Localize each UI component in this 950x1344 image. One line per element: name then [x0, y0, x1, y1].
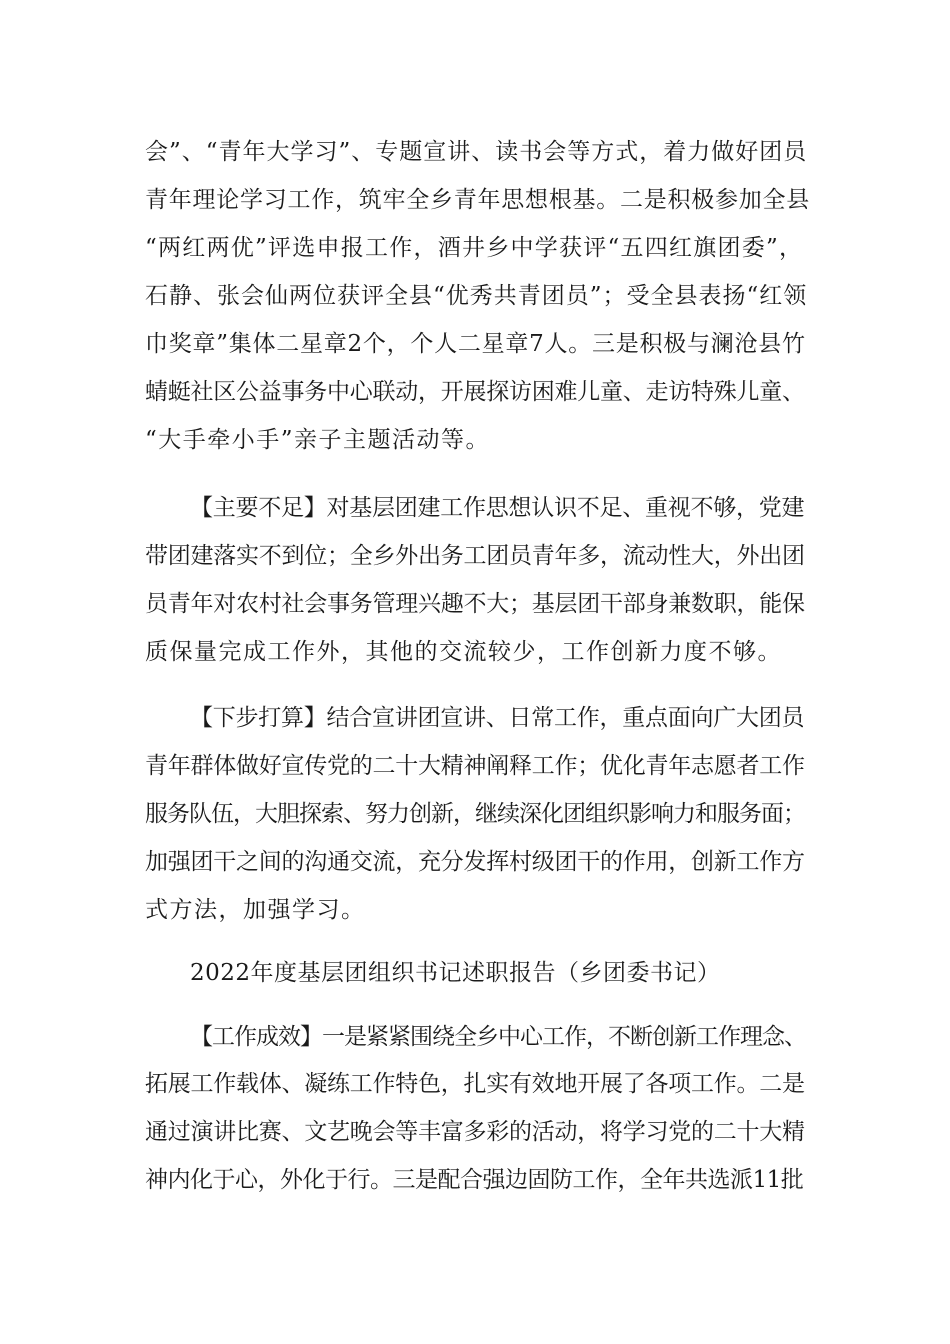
text-line: 【主要不足】对基层团建工作思想认识不足、重视不够，党建 [190, 495, 805, 521]
text-line: 蜻蜓社区公益事务中心联动，开展探访困难儿童、走访特殊儿童、 [145, 379, 805, 405]
text-line: 青年理论学习工作，筑牢全乡青年思想根基。二是积极参加全县 [145, 187, 810, 213]
text-line: 带团建落实不到位；全乡外出务工团员青年多，流动性大，外出团 [145, 543, 805, 569]
text-line: 通过演讲比赛、文艺晚会等丰富多彩的活动，将学习党的二十大精 [145, 1119, 805, 1145]
text-line: 服务队伍，大胆探索、努力创新，继续深化团组织影响力和服务面； [145, 801, 805, 827]
text-line: “大手牵小手”亲子主题活动等。 [145, 427, 491, 453]
text-line: 【工作成效】一是紧紧围绕全乡中心工作，不断创新工作理念、 [190, 1024, 806, 1050]
text-line: 石静、张会仙两位获评全县“优秀共青团员”；受全县表扬“红领 [145, 283, 808, 309]
text-line: 【下步打算】结合宣讲团宣讲、日常工作，重点面向广大团员 [190, 705, 805, 731]
text-line: 质保量完成工作外，其他的交流较少，工作创新力度不够。 [145, 639, 782, 665]
text-line: 拓展工作载体、凝练工作特色，扎实有效地开展了各项工作。二是 [145, 1071, 805, 1097]
text-line: “两红两优”评选申报工作，酒井乡中学获评“五四红旗团委”， [145, 235, 804, 261]
report-title: 2022年度基层团组织书记述职报告（乡团委书记） [190, 960, 721, 986]
text-line: 神内化于心，外化于行。三是配合强边固防工作，全年共选派11批 [145, 1167, 804, 1193]
text-line: 会”、“青年大学习”、专题宣讲、读书会等方式，着力做好团员 [145, 139, 808, 165]
text-line: 式方法，加强学习。 [145, 897, 366, 923]
text-line: 加强团干之间的沟通交流，充分发挥村级团干的作用，创新工作方 [145, 849, 805, 875]
text-line: 青年群体做好宣传党的二十大精神阐释工作；优化青年志愿者工作 [145, 753, 805, 779]
text-line: 巾奖章”集体二星章2个，个人二星章7人。三是积极与澜沧县竹 [145, 331, 806, 357]
text-line: 员青年对农村社会事务管理兴趣不大；基层团干部身兼数职，能保 [145, 591, 805, 617]
